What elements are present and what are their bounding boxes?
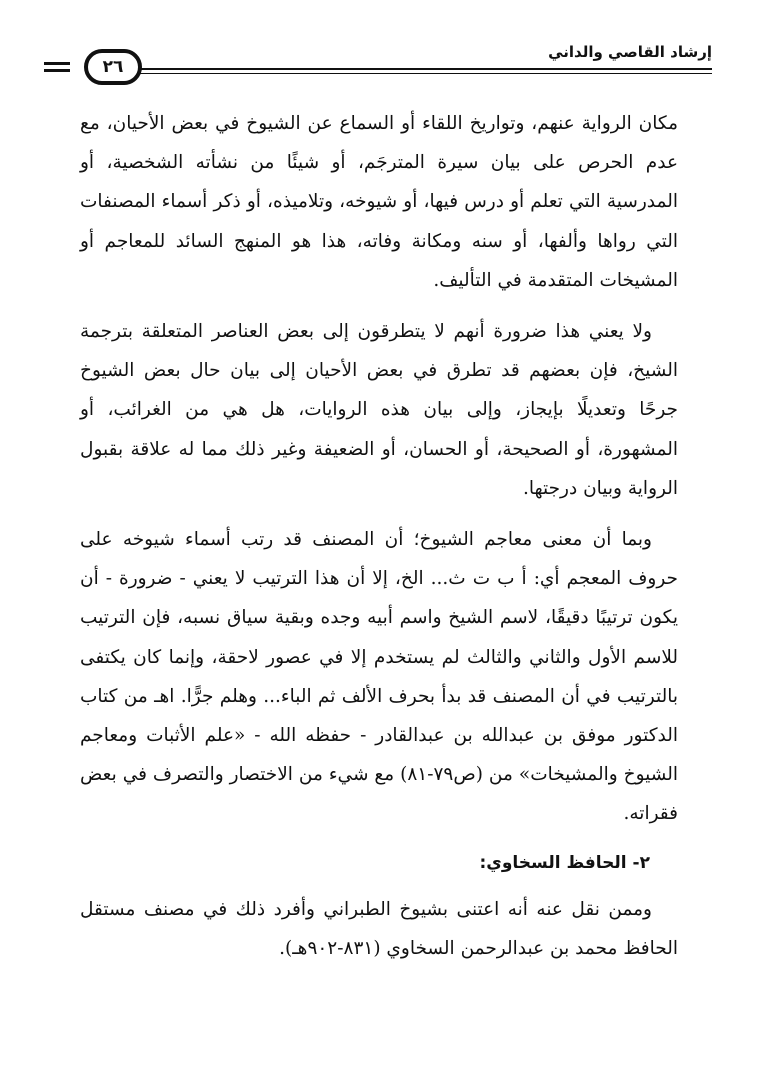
book-title: إرشاد القاصي والداني: [548, 43, 712, 61]
ornament-dash-lower: [44, 69, 70, 72]
header-rule-thin: [131, 73, 712, 74]
paragraph-1: مكان الرواية عنهم، وتواريخ اللقاء أو السماع عن الشيوخ في بعض الأحيان، مع عدم الحرص على بيان سيرة المترجَم، أو شيئًا من نشأته الشخصية، أو المدرسية التي تعلم أو درس فيها، أو شيوخه، وتلاميذه، أو ذكر أسماء المصنفات التي رواها وألفها، أو سنه ومكانة وفاته، هذا هو المنهج السائد للمعاجم أو المشيخات المتقدمة في التأليف.: [80, 113, 678, 291]
page-header: [44, 40, 712, 92]
closing-paragraph: وممن نقل عنه أنه اعتنى بشيوخ الطبراني وأفرد ذلك في مصنف مستقل الحافظ محمد بن عبدالرحمن السخاوي (٨٣١-٩٠٢هـ).: [80, 898, 678, 959]
header-rule-thick: [131, 68, 712, 70]
body-text: [80, 104, 678, 980]
paragraph-2: ولا يعني هذا ضرورة أنهم لا يتطرقون إلى بعض العناصر المتعلقة بترجمة الشيخ، فإن بعضهم قد تطرق في بعض الأحيان إلى بيان حال بعض الشيوخ جرحًا وتعديلًا بإيجاز، وإلى بيان هذه الروايات، هل هي من الغرائب، أو المشهورة، أو الصحيحة، أو الحسان، أو الضعيفة وغير ذلك مما له علاقة بقبول الرواية وبيان درجتها.: [80, 321, 678, 499]
paragraph-3: وبما أن معنى معاجم الشيوخ؛ أن المصنف قد رتب أسماء شيوخه على حروف المعجم أي: أ ب ت ث... الخ، إلا أن هذا الترتيب لا يعني - ضرورة - أن يكون ترتيبًا دقيقًا، لاسم الشيخ واسم أبيه وجده وبقية سياق نسبه، فإن الترتيب للاسم الأول والثاني والثالث لم يستخدم إلا في عصور لاحقة، وإنما كان يكتفى بالترتيب في أن المصنف قد بدأ بحرف الألف ثم الباء... وهلم جرًّا. اهـ من كتاب الدكتور موفق بن عبدالله بن عبدالقادر - حفظه الله - «علم الأثبات ومعاجم الشيوخ والمشيخات» من (ص٧٩-٨١) مع شيء من الاختصار والتصرف في بعض فقراته.: [80, 529, 678, 825]
section-heading: ٢- الحافظ السخاوي:: [479, 852, 650, 873]
ornament-dash-upper: [44, 62, 70, 65]
page-number-frame: [84, 49, 142, 85]
page-number: ٢٦: [102, 57, 124, 77]
